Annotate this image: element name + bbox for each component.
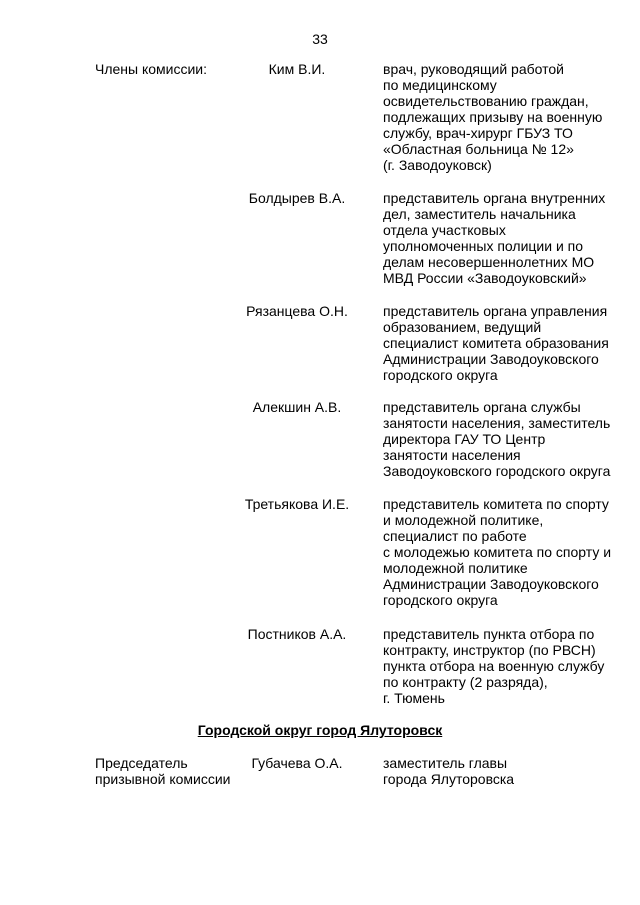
member-description: представитель органа управления образованием, ведущий специалист комитета образования Администрации Заводоуковского городского округа: [383, 303, 609, 383]
chairman-description: заместитель главы города Ялуторовска: [383, 755, 515, 787]
member-description: представитель комитета по спорту и молодежной политике, специалист по работе с молодежью комитета по спорту и молодежной политике Администрации Заводоуковского городского округа: [383, 496, 612, 608]
member-description: представитель органа службы занятости населения, заместитель директора ГАУ ТО Центр занятости населения Заводоуковского городского округа: [383, 399, 611, 479]
member-name: Рязанцева О.Н.: [246, 303, 348, 319]
chairman-role-label: Председатель призывной комиссии: [95, 755, 231, 787]
member-name: Болдырев В.А.: [248, 190, 346, 206]
chairman-name: Губачева О.А.: [251, 755, 343, 771]
members-role-label: Члены комиссии:: [95, 61, 208, 77]
member-description: представитель органа внутренних дел, заместитель начальника отдела участковых уполномоченных полиции и по делам несовершеннолетних МО МВД России «Заводоуковский»: [383, 190, 606, 286]
member-name: Ким В.И.: [268, 61, 326, 77]
member-description: врач, руководящий работой по медицинскому освидетельствованию граждан, подлежащих призыву на военную службу, врач-хирург ГБУЗ ТО «Областная больница № 12» (г. Заводоуковск): [383, 61, 603, 173]
member-name: Постников А.А.: [247, 626, 347, 642]
member-name: Алекшин А.В.: [252, 399, 342, 415]
page-number: 33: [312, 31, 328, 47]
member-name: Третьякова И.Е.: [244, 496, 350, 512]
member-description: представитель пункта отбора по контракту, инструктор (по РВСН) пункта отбора на военную службу по контракту (2 разряда), г. Тюмень: [383, 626, 605, 706]
section-title: Городской округ город Ялуторовск: [197, 722, 443, 738]
